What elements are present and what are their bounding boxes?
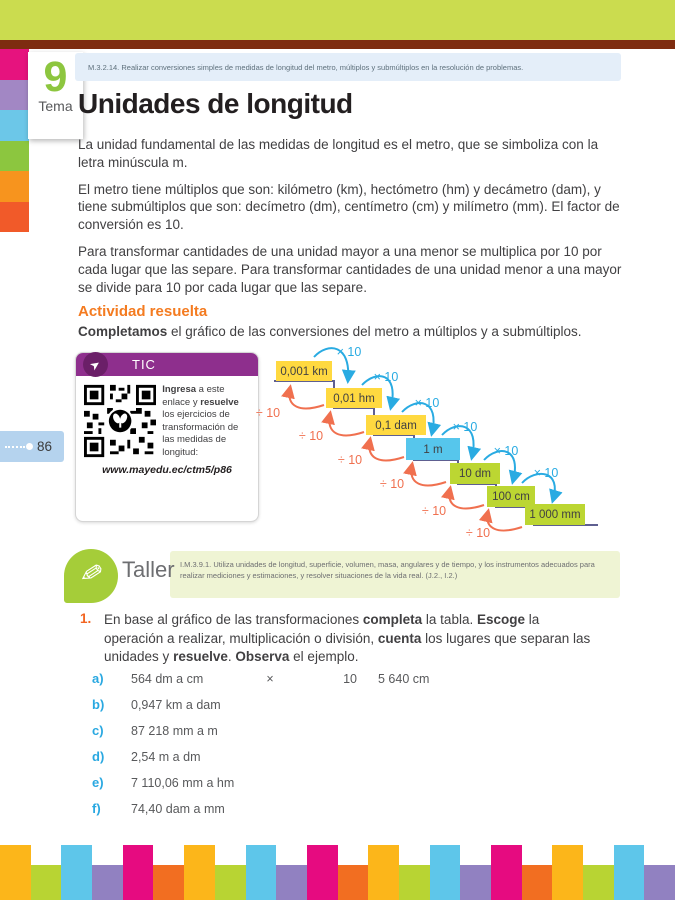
qr-code	[84, 384, 156, 458]
table-cell-item: 87 218 mm a m	[131, 724, 218, 738]
table-cell-operation	[244, 694, 296, 716]
divide-10-label: ÷ 10	[421, 504, 447, 518]
intro-rest: el gráfico de las conversiones del metro a múltiplos y a submúltiplos.	[167, 324, 582, 339]
footer-color-bars	[0, 845, 675, 900]
footer-bar	[522, 865, 553, 900]
tema-strip-square	[0, 80, 29, 111]
paragraph: Para transformar cantidades de una unidad mayor a una menor se multiplica por 10 por cada lugar que las separe. Para transformar cantidades de una unidad menor a una mayor se divide para 10 por cada lugar que las separe.	[78, 244, 622, 295]
dotted-line	[5, 446, 25, 448]
exercise-number: 1.	[80, 611, 92, 626]
footer-bar	[552, 845, 583, 900]
table-cell-item: 0,947 km a dam	[131, 698, 221, 712]
tic-link[interactable]: www.mayedu.ec/ctm5/p86	[102, 464, 232, 477]
top-maroon-bar	[0, 40, 675, 49]
exercise-1	[80, 611, 610, 667]
tic-header-label: TIC	[132, 357, 156, 372]
tema-color-strip	[0, 49, 29, 232]
table-cell-result: 5 640 cm	[378, 672, 430, 686]
row-letter: c)	[92, 723, 104, 738]
footer-bar	[368, 845, 399, 900]
tema-strip-square	[0, 171, 29, 202]
divide-10-label: ÷ 10	[465, 526, 491, 540]
tema-strip-square	[0, 141, 29, 172]
footer-bar	[399, 865, 430, 900]
topic-label: Tema	[38, 98, 73, 115]
footer-bar	[31, 865, 62, 900]
table-cell-operation: ×	[266, 672, 274, 686]
footer-bar	[307, 845, 338, 900]
footer-bar	[276, 865, 307, 900]
table-cell-places	[299, 694, 367, 716]
intro-bold: Completamos	[78, 324, 168, 339]
times-10-label: × 10	[493, 444, 519, 458]
intro-paragraphs	[78, 136, 623, 306]
tic-text: Ingresa a este enlace y resuelve los ejercicios de transformación de las medidas de longitud:	[162, 384, 239, 458]
curriculum-standard-box	[75, 53, 621, 81]
table-cell-item: 74,40 dam a mm	[131, 802, 225, 816]
footer-bar	[614, 845, 645, 900]
row-letter: e)	[92, 775, 104, 790]
footer-bar	[215, 865, 246, 900]
page-number: 86	[37, 439, 53, 454]
divide-10-label: ÷ 10	[298, 429, 324, 443]
top-green-band	[0, 0, 675, 40]
times-10-label: × 10	[336, 347, 362, 359]
footer-bar	[583, 865, 614, 900]
footer-bar	[430, 845, 461, 900]
unit-boxes	[276, 361, 585, 525]
tic-box	[75, 352, 259, 522]
activity-intro	[78, 324, 623, 339]
tema-strip-square	[0, 49, 29, 80]
times-10-label: × 10	[414, 396, 440, 410]
actividad-resuelta-heading: Actividad resuelta	[78, 303, 208, 320]
taller-standard-panel	[170, 551, 620, 598]
footer-bar	[246, 845, 277, 900]
row-letter: f)	[92, 801, 101, 816]
table-cell-result	[370, 772, 612, 794]
conversion-table	[92, 668, 612, 820]
table-cell-result	[370, 694, 612, 716]
divide-10-label: ÷ 10	[337, 453, 363, 467]
page-title: Unidades de longitud	[78, 88, 353, 119]
table-cell-places	[299, 772, 367, 794]
divide-10-label: ÷ 10	[379, 477, 405, 491]
table-cell-operation	[244, 772, 296, 794]
step-label-dam: 0,1 dam	[375, 420, 417, 432]
footer-bar	[644, 865, 675, 900]
row-letter: d)	[92, 749, 105, 764]
table-cell-places	[299, 720, 367, 742]
page-number-tab	[0, 431, 64, 462]
footer-bar	[491, 845, 522, 900]
unit-box-labels	[280, 366, 580, 521]
footer-bar	[0, 845, 31, 900]
tema-strip-square	[0, 110, 29, 141]
step-label-cm: 100 cm	[492, 491, 530, 503]
footer-bar	[123, 845, 154, 900]
tema-strip-square	[0, 202, 29, 233]
table-cell-operation	[244, 746, 296, 768]
tic-body	[76, 376, 258, 461]
row-letter: a)	[92, 671, 104, 686]
topic-number: 9	[43, 53, 68, 101]
table-cell-item: 7 110,06 mm a hm	[131, 776, 235, 790]
unit-staircase-diagram	[250, 347, 660, 552]
step-label-dm: 10 dm	[459, 468, 491, 480]
step-label-hm: 0,01 hm	[333, 393, 375, 405]
table-cell-places: 10	[343, 672, 357, 686]
table-cell-places	[299, 798, 367, 820]
table-cell-item: 564 dm a cm	[131, 672, 204, 686]
times-10-label: × 10	[373, 370, 399, 384]
dot	[26, 443, 33, 450]
divide-10-label: ÷ 10	[255, 406, 281, 420]
footer-bar	[61, 845, 92, 900]
footer-bar	[153, 865, 184, 900]
curriculum-standard-text: M.3.2.14. Realizar conversiones simples de medidas de longitud del metro, múltiplos y submúltiplos en la resolución de problemas.	[88, 62, 524, 72]
table-cell-places	[299, 746, 367, 768]
table-cell-result	[370, 746, 612, 768]
footer-bar	[460, 865, 491, 900]
multiply-arrows	[314, 348, 555, 500]
table-cell-item: 2,54 m a dm	[131, 750, 201, 764]
times-10-label: × 10	[452, 420, 478, 434]
table-cell-result	[370, 798, 612, 820]
footer-bar	[184, 845, 215, 900]
step-label-km: 0,001 km	[280, 366, 328, 378]
footer-bar	[338, 865, 369, 900]
taller-standard-text: I.M.3.9.1. Utiliza unidades de longitud, superficie, volumen, masa, angulares y de tiempo, y los instrumentos adecuados para realizar mediciones y estimaciones, y resolver situaciones de la vida real. (J.2., I.2.)	[180, 560, 595, 581]
step-label-m: 1 m	[423, 444, 443, 456]
step-label-mm: 1 000 mm	[529, 509, 581, 521]
paragraph: La unidad fundamental de las medidas de longitud es el metro, que se simboliza con la letra minúscula m.	[78, 137, 599, 170]
footer-bar	[92, 865, 123, 900]
table-cell-operation	[244, 798, 296, 820]
taller-heading: Taller	[122, 557, 175, 582]
exercise-instruction: En base al gráfico de las transformaciones completa la tabla. Escoge la operación a realizar, multiplicación o división, cuenta los lugares que separan las unidades y resuelve. Observa el ejemplo.	[104, 612, 591, 665]
pencil-icon: ✎	[64, 549, 118, 603]
row-letter: b)	[92, 697, 105, 712]
times-10-label: × 10	[533, 466, 559, 480]
cursor-icon: ➤	[83, 352, 108, 377]
paragraph: El metro tiene múltiplos que son: kilómetro (km), hectómetro (hm) y decámetro (dam), y tiene submúltiplos que son: decímetro (dm), centímetro (cm) y milímetro (mm). El factor de conversión es 10.	[78, 181, 620, 233]
table-cell-result	[370, 720, 612, 742]
tic-header	[76, 353, 258, 376]
table-cell-operation	[244, 720, 296, 742]
